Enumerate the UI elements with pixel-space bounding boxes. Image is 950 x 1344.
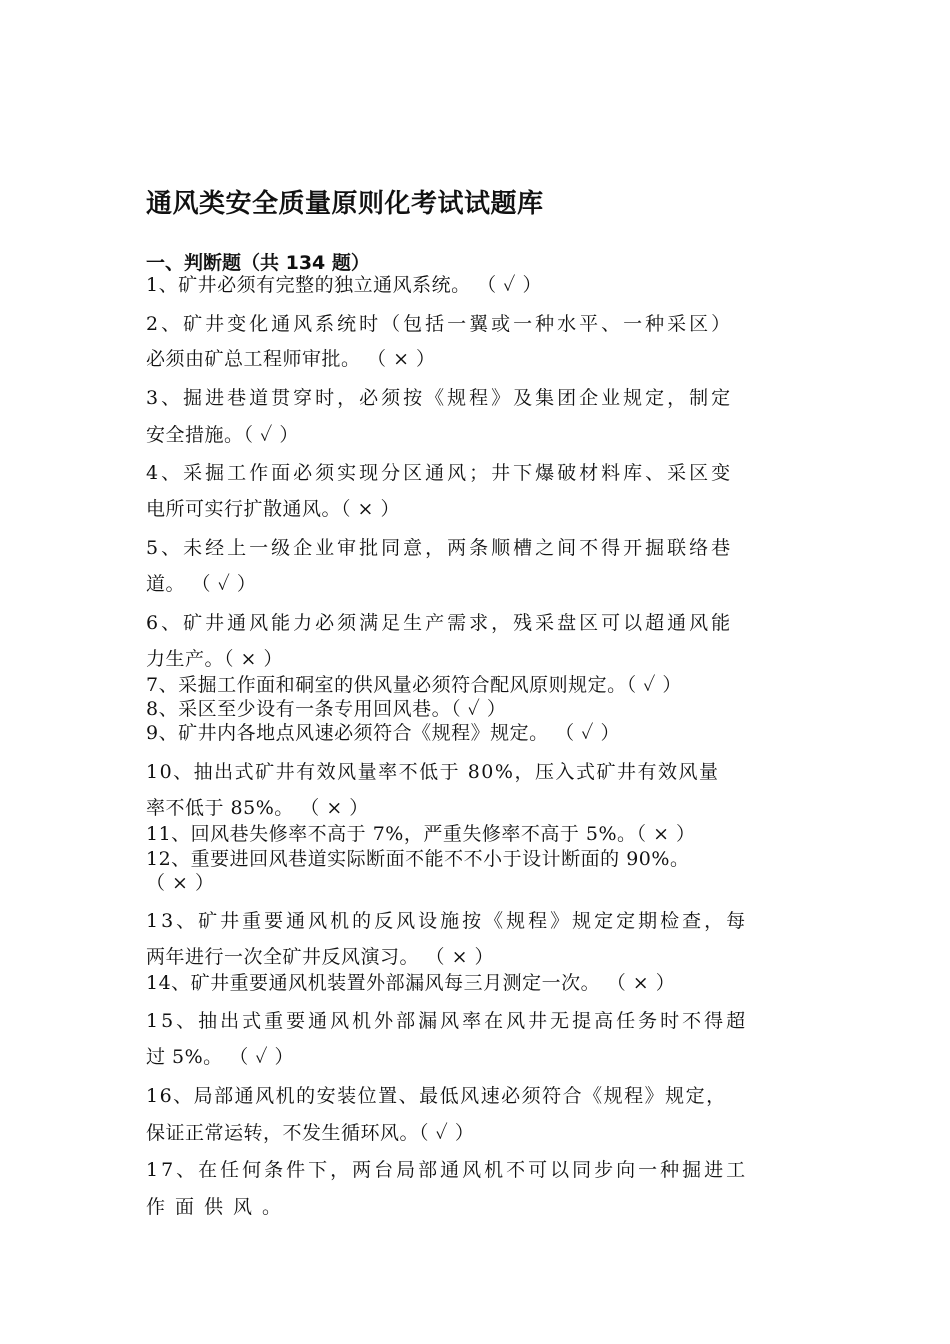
question-line: 必须由矿总工程师审批。 （ × ）	[146, 348, 436, 370]
section-heading: 一、判断题（共 134 题）	[146, 252, 370, 274]
question-line: 5、未经上一级企业审批同意，两条顺槽之间不得开掘联络巷	[146, 537, 734, 559]
question-line: 力生产。（ × ）	[146, 648, 283, 670]
document-title: 通风类安全质量原则化考试试题库	[146, 189, 544, 219]
question-line: 13、矿井重要通风机的反风设施按《规程》规定定期检查，每	[146, 910, 749, 932]
question-line: 7、采掘工作面和硐室的供风量必须符合配风原则规定。（ ✓ ）	[146, 674, 682, 696]
question-line: （ × ）	[146, 872, 215, 894]
question-line: 率不低于 85%。 （ × ）	[146, 797, 369, 819]
question-line: 保证正常运转，不发生循环风。（ ✓ ）	[146, 1122, 475, 1144]
question-line: 道。 （ ✓ ）	[146, 573, 257, 595]
question-line: 12、重要进回风巷道实际断面不能不不小于设计断面的 90%。	[146, 848, 690, 870]
question-line: 10、抽出式矿井有效风量率不低于 80%，压入式矿井有效风量	[146, 761, 720, 783]
question-line: 4、采掘工作面必须实现分区通风；井下爆破材料库、采区变	[146, 462, 734, 484]
question-line: 9、矿井内各地点风速必须符合《规程》规定。 （ ✓ ）	[146, 722, 620, 744]
question-line: 8、采区至少设有一条专用回风巷。（ ✓ ）	[146, 698, 507, 720]
question-line: 安全措施。（ ✓ ）	[146, 424, 299, 446]
question-line: 15、抽出式重要通风机外部漏风率在风井无提高任务时不得超	[146, 1010, 749, 1032]
question-line: 1、矿井必须有完整的独立通风系统。 （ ✓ ）	[146, 274, 542, 296]
question-line: 11、回风巷失修率不高于 7%，严重失修率不高于 5%。（ × ）	[146, 823, 696, 845]
question-line: 6、矿井通风能力必须满足生产需求，残采盘区可以超通风能	[146, 612, 734, 634]
question-line: 两年进行一次全矿井反风演习。 （ × ）	[146, 946, 495, 968]
question-line: 16、局部通风机的安装位置、最低风速必须符合《规程》规定，	[146, 1085, 727, 1107]
question-line: 作面供风。	[146, 1196, 292, 1218]
question-line: 电所可实行扩散通风。（ × ）	[146, 498, 400, 520]
question-line: 2、矿井变化通风系统时（包括一翼或一种水平、一种采区）	[146, 313, 734, 335]
question-line: 14、矿井重要通风机装置外部漏风每三月测定一次。 （ × ）	[146, 972, 676, 994]
question-line: 17、在任何条件下，两台局部通风机不可以同步向一种掘进工	[146, 1159, 749, 1181]
question-line: 过 5%。 （ ✓ ）	[146, 1046, 295, 1068]
question-line: 3、掘进巷道贯穿时，必须按《规程》及集团企业规定，制定	[146, 387, 734, 409]
